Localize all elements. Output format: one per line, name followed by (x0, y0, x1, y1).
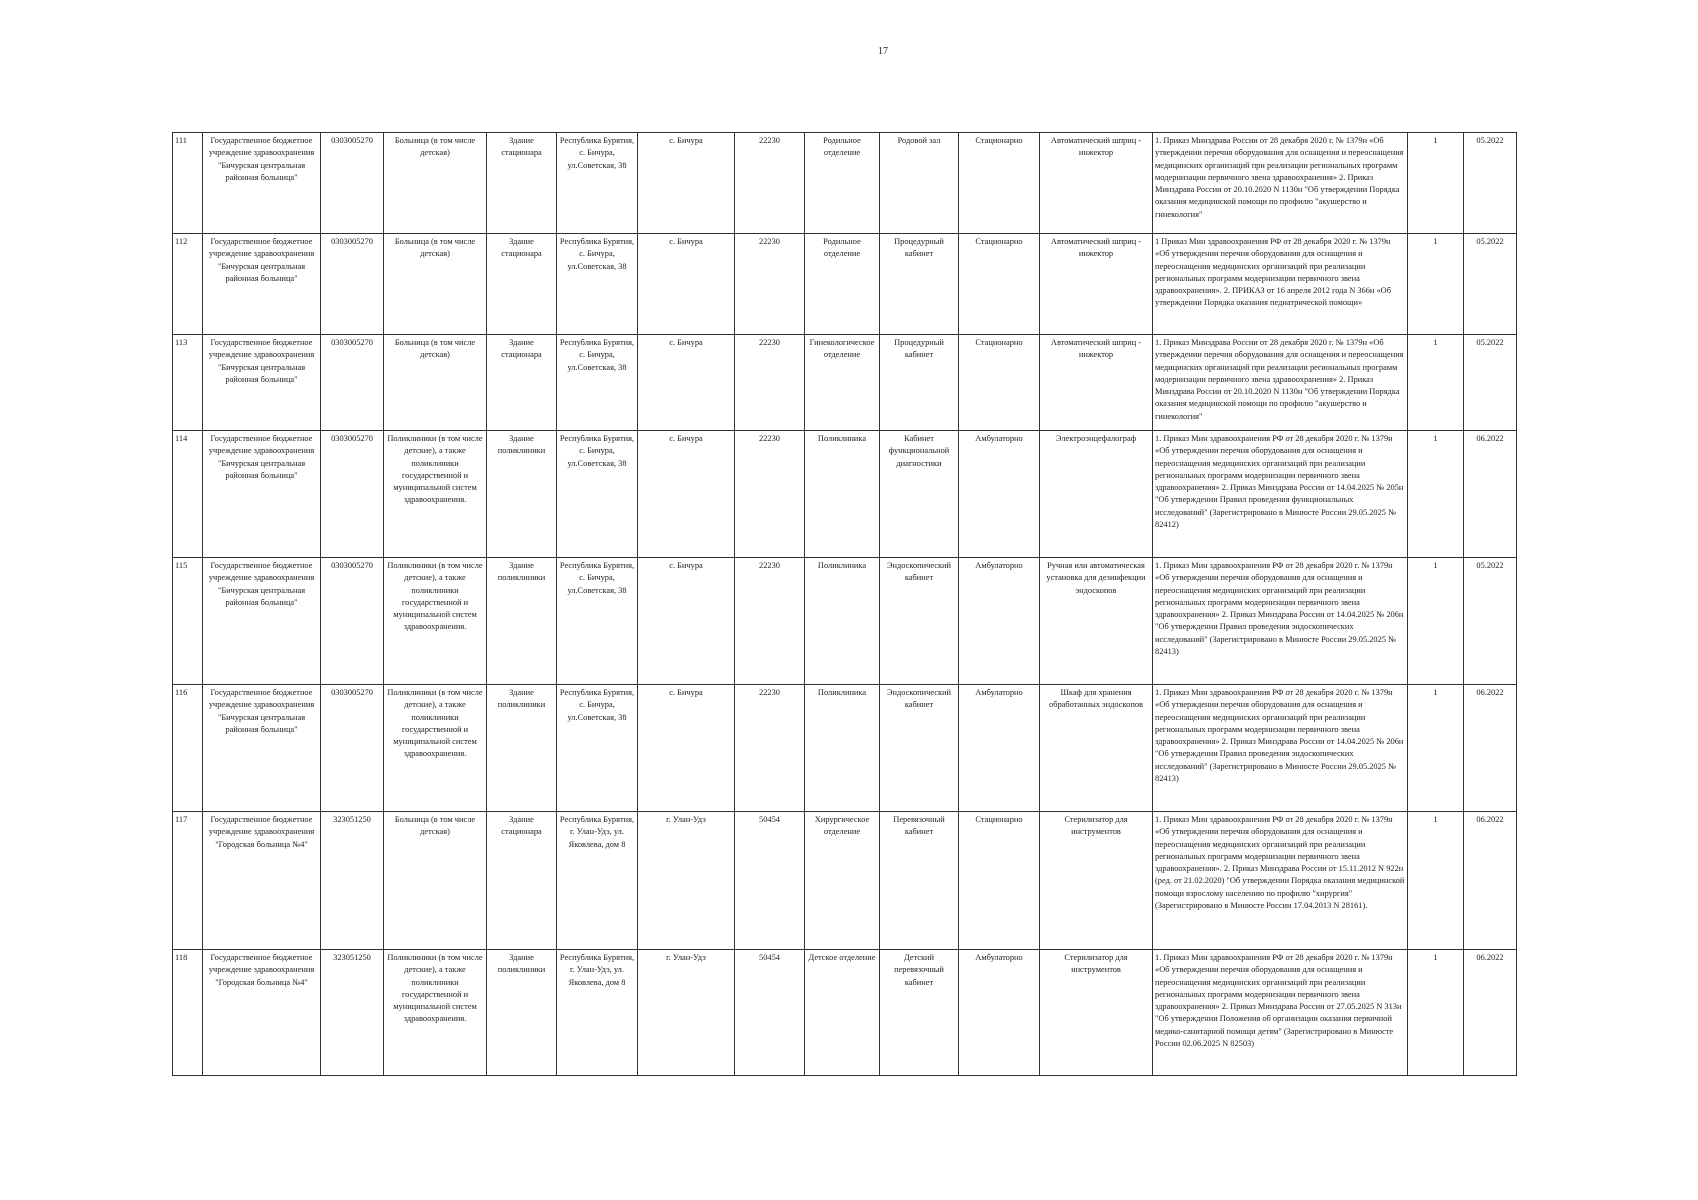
cell-facility-type: Больница (в том числе детская) (384, 335, 487, 431)
cell-oktmo-code: 22230 (735, 685, 805, 812)
cell-address: Республика Бурятия, г. Улан-Удэ, ул. Яковлева, дом 8 (557, 812, 638, 950)
cell-facility-type: Поликлиники (в том числе детские), а также поликлиники государственной и муниципальной систем здравоохранения. (384, 950, 487, 1076)
cell-equipment-name: Автоматический шприц - инжектор (1040, 234, 1153, 335)
cell-facility-type: Поликлиники (в том числе детские), а также поликлиники государственной и муниципальной систем здравоохранения. (384, 685, 487, 812)
cell-equipment-name: Ручная или автоматическая установка для дезинфекции эндоскопов (1040, 558, 1153, 685)
cell-organization-name: Государственное бюджетное учреждение здравоохранения "Бичурская центральная районная больница" (203, 558, 321, 685)
cell-row-number: 112 (173, 234, 203, 335)
cell-legal-basis: 1. Приказ Мин здравоохранения РФ от 28 декабря 2020 г. № 1379н «Об утверждении перечня оборудования для оснащения и переоснащения медицинских организаций при реализации региональных программ модернизации первичного звена здравоохранения» 2. Приказ Минздрава России от 27.05.2025 N 313н "Об утверждении Положения об организации оказания первичной медико-санитарной помощи детям" (Зарегистрировано в Минюсте России 02.06.2025 N 82503) (1153, 950, 1408, 1076)
cell-address: Республика Бурятия, с. Бичура, ул.Советская, 38 (557, 558, 638, 685)
cell-delivery-date: 06.2022 (1464, 950, 1517, 1076)
cell-settlement: г. Улан-Удэ (638, 950, 735, 1076)
cell-room: Детский перевязочный кабинет (880, 950, 959, 1076)
cell-building: Здание поликлиники (487, 431, 557, 558)
cell-row-number: 117 (173, 812, 203, 950)
cell-row-number: 118 (173, 950, 203, 1076)
table-row (173, 234, 1517, 335)
cell-oktmo-code: 50454 (735, 812, 805, 950)
cell-building: Здание стационара (487, 133, 557, 234)
cell-building: Здание стационара (487, 335, 557, 431)
cell-delivery-date: 05.2022 (1464, 558, 1517, 685)
cell-facility-type: Больница (в том числе детская) (384, 234, 487, 335)
table-row (173, 685, 1517, 812)
cell-org-code: 0303005270 (321, 133, 384, 234)
cell-settlement: с. Бичура (638, 335, 735, 431)
cell-department: Поликлиника (805, 685, 880, 812)
cell-care-mode: Стационарно (959, 133, 1040, 234)
cell-org-code: 0303005270 (321, 335, 384, 431)
cell-care-mode: Амбулаторно (959, 431, 1040, 558)
cell-room: Процедурный кабинет (880, 234, 959, 335)
cell-oktmo-code: 22230 (735, 558, 805, 685)
cell-org-code: 0303005270 (321, 431, 384, 558)
cell-department: Гинекологическое отделение (805, 335, 880, 431)
cell-equipment-name: Электроэнцефалограф (1040, 431, 1153, 558)
table-row (173, 431, 1517, 558)
cell-delivery-date: 06.2022 (1464, 812, 1517, 950)
cell-oktmo-code: 22230 (735, 431, 805, 558)
table-row (173, 335, 1517, 431)
cell-organization-name: Государственное бюджетное учреждение здравоохранения "Городская больница №4" (203, 812, 321, 950)
cell-settlement: с. Бичура (638, 234, 735, 335)
table-row (173, 812, 1517, 950)
cell-address: Республика Бурятия, с. Бичура, ул.Советская, 38 (557, 431, 638, 558)
cell-address: Республика Бурятия, с. Бичура, ул.Советская, 38 (557, 685, 638, 812)
cell-equipment-name: Стерилизатор для инструментов (1040, 812, 1153, 950)
cell-settlement: с. Бичура (638, 685, 735, 812)
cell-address: Республика Бурятия, г. Улан-Удэ, ул. Яковлева, дом 8 (557, 950, 638, 1076)
cell-address: Республика Бурятия, с. Бичура, ул.Советская, 38 (557, 234, 638, 335)
table-body (173, 133, 1517, 1076)
cell-quantity: 1 (1408, 431, 1464, 558)
cell-address: Республика Бурятия, с. Бичура, ул.Советская, 38 (557, 133, 638, 234)
cell-room: Родовой зал (880, 133, 959, 234)
cell-organization-name: Государственное бюджетное учреждение здравоохранения "Бичурская центральная районная больница" (203, 133, 321, 234)
cell-legal-basis: 1. Приказ Мин здравоохранения РФ от 28 декабря 2020 г. № 1379н «Об утверждении перечня оборудования для оснащения и переоснащения медицинских организаций при реализации региональных программ модернизации первичного звена здравоохранения» 2. Приказ Минздрава России от 14.04.2025 № 205н "Об утверждении Правил проведения функциональных исследований" (Зарегистрировано в Минюсте России 29.05.2025 № 82412) (1153, 431, 1408, 558)
cell-facility-type: Поликлиники (в том числе детские), а также поликлиники государственной и муниципальной систем здравоохранения. (384, 431, 487, 558)
cell-quantity: 1 (1408, 234, 1464, 335)
cell-org-code: 0303005270 (321, 685, 384, 812)
cell-equipment-name: Автоматический шприц - инжектор (1040, 335, 1153, 431)
page-number: 17 (878, 46, 888, 57)
cell-care-mode: Стационарно (959, 335, 1040, 431)
cell-settlement: с. Бичура (638, 431, 735, 558)
cell-legal-basis: 1 Приказ Мин здравоохранения РФ от 28 декабря 2020 г. № 1379н «Об утверждении перечня оборудования для оснащения и переоснащения медицинских организаций при реализации региональных программ модернизации первичного звена здравоохранения». 2. ПРИКАЗ от 16 апреля 2012 года N 366н «Об утверждении Порядка оказания педиатрической помощи» (1153, 234, 1408, 335)
cell-delivery-date: 05.2022 (1464, 234, 1517, 335)
cell-department: Детское отделение (805, 950, 880, 1076)
cell-org-code: 0303005270 (321, 558, 384, 685)
cell-legal-basis: 1. Приказ Мин здравоохранения РФ от 28 декабря 2020 г. № 1379н «Об утверждении перечня оборудования для оснащения и переоснащения медицинских организаций при реализации региональных программ модернизации первичного звена здравоохранения» 2. Приказ Минздрава России от 14.04.2025 № 206н "Об утверждении Правил проведения эндоскопических исследований" (Зарегистрировано в Минюсте России 29.05.2025 № 82413) (1153, 685, 1408, 812)
cell-building: Здание поликлиники (487, 950, 557, 1076)
cell-room: Процедурный кабинет (880, 335, 959, 431)
cell-legal-basis: 1. Приказ Минздрава России от 28 декабря 2020 г. № 1379н «Об утверждении перечня оборудования для оснащения и переоснащения медицинских организаций при реализации региональных программ модернизации первичного звена здравоохранения» 2. Приказ Минздрава России от 20.10.2020 N 1130н "Об утверждении Порядка оказания медицинской помощи по профилю "акушерство и гинекология" (1153, 133, 1408, 234)
cell-room: Эндоскопический кабинет (880, 685, 959, 812)
table-row (173, 558, 1517, 685)
cell-equipment-name: Шкаф для хранения обработанных эндоскопов (1040, 685, 1153, 812)
cell-row-number: 113 (173, 335, 203, 431)
cell-delivery-date: 06.2022 (1464, 685, 1517, 812)
cell-legal-basis: 1. Приказ Минздрава России от 28 декабря 2020 г. № 1379н «Об утверждении перечня оборудования для оснащения и переоснащения медицинских организаций при реализации региональных программ модернизации первичного звена здравоохранения» 2. Приказ Минздрава России от 20.10.2020 N 1130н "Об утверждении Порядка оказания медицинской помощи по профилю "акушерство и гинекология" (1153, 335, 1408, 431)
cell-delivery-date: 05.2022 (1464, 335, 1517, 431)
cell-quantity: 1 (1408, 685, 1464, 812)
cell-building: Здание стационара (487, 234, 557, 335)
cell-department: Родильное отделение (805, 133, 880, 234)
cell-department: Хирургическое отделение (805, 812, 880, 950)
cell-care-mode: Амбулаторно (959, 558, 1040, 685)
cell-oktmo-code: 50454 (735, 950, 805, 1076)
cell-department: Поликлиника (805, 431, 880, 558)
cell-quantity: 1 (1408, 133, 1464, 234)
cell-quantity: 1 (1408, 812, 1464, 950)
cell-room: Перевязочный кабинет (880, 812, 959, 950)
cell-facility-type: Больница (в том числе детская) (384, 133, 487, 234)
equipment-table (172, 132, 1517, 1076)
cell-org-code: 323051250 (321, 812, 384, 950)
cell-room: Эндоскопический кабинет (880, 558, 959, 685)
cell-legal-basis: 1. Приказ Мин здравоохранения РФ от 28 декабря 2020 г. № 1379н «Об утверждении перечня оборудования для оснащения и переоснащения медицинских организаций при реализации региональных программ модернизации первичного звена здравоохранения» 2. Приказ Минздрава России от 14.04.2025 № 206н "Об утверждении Правил проведения эндоскопических исследований" (Зарегистрировано в Минюсте России 29.05.2025 № 82413) (1153, 558, 1408, 685)
cell-settlement: г. Улан-Удэ (638, 812, 735, 950)
cell-settlement: с. Бичура (638, 558, 735, 685)
cell-care-mode: Стационарно (959, 234, 1040, 335)
cell-oktmo-code: 22230 (735, 133, 805, 234)
cell-department: Родильное отделение (805, 234, 880, 335)
cell-equipment-name: Стерилизатор для инструментов (1040, 950, 1153, 1076)
cell-address: Республика Бурятия, с. Бичура, ул.Советская, 38 (557, 335, 638, 431)
cell-row-number: 115 (173, 558, 203, 685)
cell-facility-type: Поликлиники (в том числе детские), а также поликлиники государственной и муниципальной систем здравоохранения. (384, 558, 487, 685)
cell-building: Здание поликлиники (487, 558, 557, 685)
cell-quantity: 1 (1408, 950, 1464, 1076)
cell-department: Поликлиника (805, 558, 880, 685)
cell-oktmo-code: 22230 (735, 234, 805, 335)
cell-quantity: 1 (1408, 335, 1464, 431)
cell-organization-name: Государственное бюджетное учреждение здравоохранения "Городская больница №4" (203, 950, 321, 1076)
cell-org-code: 0303005270 (321, 234, 384, 335)
table-row (173, 133, 1517, 234)
cell-delivery-date: 05.2022 (1464, 133, 1517, 234)
cell-building: Здание стационара (487, 812, 557, 950)
cell-organization-name: Государственное бюджетное учреждение здравоохранения "Бичурская центральная районная больница" (203, 335, 321, 431)
cell-row-number: 116 (173, 685, 203, 812)
cell-building: Здание поликлиники (487, 685, 557, 812)
cell-care-mode: Стационарно (959, 812, 1040, 950)
cell-care-mode: Амбулаторно (959, 685, 1040, 812)
cell-facility-type: Больница (в том числе детская) (384, 812, 487, 950)
cell-oktmo-code: 22230 (735, 335, 805, 431)
cell-care-mode: Амбулаторно (959, 950, 1040, 1076)
cell-row-number: 114 (173, 431, 203, 558)
cell-org-code: 323051250 (321, 950, 384, 1076)
cell-settlement: с. Бичура (638, 133, 735, 234)
cell-legal-basis: 1. Приказ Мин здравоохранения РФ от 28 декабря 2020 г. № 1379н «Об утверждении перечня оборудования для оснащения и переоснащения медицинских организаций при реализации региональных программ модернизации первичного звена здравоохранения». 2. Приказ Минздрава России от 15.11.2012 N 922н (ред. от 21.02.2020) "Об утверждении Порядка оказания медицинской помощи взрослому населению по профилю "хирургия" (Зарегистрировано в Минюсте России 17.04.2013 N 28161). (1153, 812, 1408, 950)
cell-quantity: 1 (1408, 558, 1464, 685)
cell-delivery-date: 06.2022 (1464, 431, 1517, 558)
cell-organization-name: Государственное бюджетное учреждение здравоохранения "Бичурская центральная районная больница" (203, 431, 321, 558)
cell-organization-name: Государственное бюджетное учреждение здравоохранения "Бичурская центральная районная больница" (203, 685, 321, 812)
cell-row-number: 111 (173, 133, 203, 234)
table-row (173, 950, 1517, 1076)
cell-organization-name: Государственное бюджетное учреждение здравоохранения "Бичурская центральная районная больница" (203, 234, 321, 335)
cell-room: Кабинет функциональной диагностики (880, 431, 959, 558)
cell-equipment-name: Автоматический шприц - инжектор (1040, 133, 1153, 234)
